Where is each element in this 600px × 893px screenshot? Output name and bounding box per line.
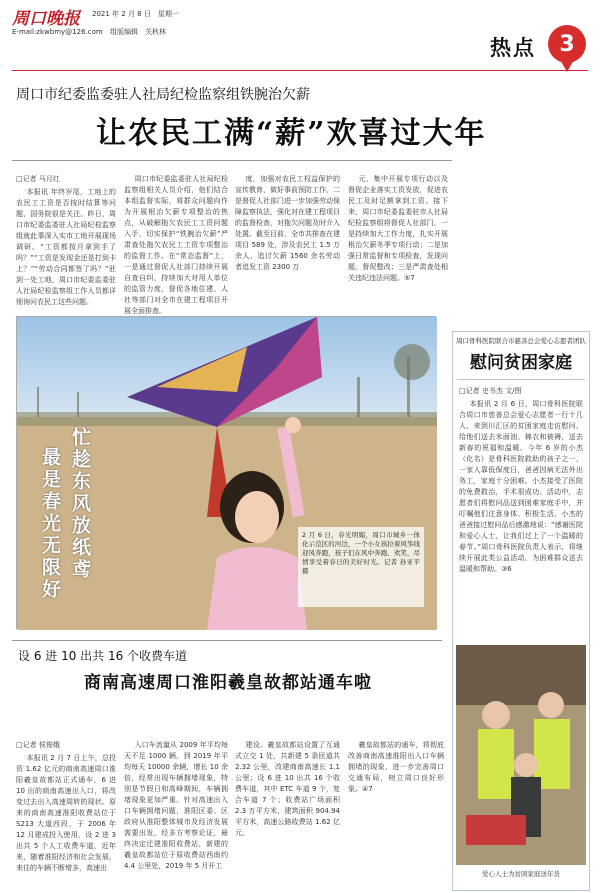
main-byline: □记者 马月红 (16, 175, 60, 183)
bottom-subheadline: 设 6 进 10 出共 16 个收费车道 (18, 649, 188, 663)
bottom-col1-text: 本报讯 2 月 7 日上午，总投资 1.62 亿元的商南高速周口淮阳羲皇故都站正式通车，6 进 10 出的商南高速出入口，将改变过去出入高速周转的现状。原来的商南高速淮阳收费站位于 S213 大道西段，于 2006 年 12 月建成投入使用，设 2 进 3 出共 5 个人工收费车道，近年来，随着淮阳经济和社会发展，来往的车辆不断增多，高速出 (16, 754, 116, 872)
sidebar-title: 慰问贫困家庭 (470, 353, 572, 373)
poem-line-left: 最是春光无限好 (39, 447, 61, 601)
sidebar-divider (457, 379, 585, 380)
main-headline: 让农民工满“薪”欢喜过大年 (96, 116, 487, 151)
page-number-badge: 3 (548, 25, 586, 63)
bottom-divider (12, 640, 442, 641)
sidebar-subtitle: 周口骨科医院联合市慈善总会爱心志愿者团队 (456, 337, 586, 345)
masthead-date: 2021 年 2 月 8 日 星期一 (92, 10, 179, 18)
sidebar-body (453, 386, 589, 636)
bottom-column-3 (235, 740, 340, 888)
main-col3-text: 度，加强对农民工权益保护的宣传教育，做好事前预防工作。二是督促人社部门进一步加强劳动保障监察执法，强化对在建工程项目的监督检查，对拖欠问题及时介入处置。截至目前，全市共排查在建项目 589 处，涉及农民工 1.5 万余人，追讨欠薪 1560 余名劳动者追发工资 2300 万 (235, 175, 340, 271)
bottom-headline: 商南高速周口淮阳羲皇故都站通车啦 (84, 673, 372, 693)
sidebar-byline: □记者 史书杰 文/图 (459, 387, 522, 395)
main-column-2 (124, 174, 228, 315)
headline-divider (12, 160, 452, 161)
main-column-3 (235, 174, 340, 309)
sidebar-photo-illustration (456, 645, 586, 865)
bottom-byline: □记者 侯俊娥 (16, 741, 60, 749)
bottom-column-1 (16, 740, 116, 888)
bottom-col3-text: 建设。羲皇故都站设置了互通式立交 1 处，共新建 5 条匝道共 2.32 公里，改建商南高速长 1.1 公里；设 6 进 10 出共 16 个收费车道，其中 ETC 车道 9 个，复合车道 7 个；收费站广场面积 2.3 万平方米，建筑面积 904.94 平方米，高速公路收费站 1.62 亿元。 (235, 741, 340, 837)
main-col2-text: 周口市纪委监委驻人社局纪检监察组相关人员介绍，他们结合本组监督实际，将群众问题向作为开展根治欠薪专项整治的焦点，从破解拖欠农民工工资问题入手，切实保护“铁腕治欠薪”严肃查处拖欠农民工工资专项整治的监督工作。在“常态监督”上，一是通过督促人社部门持续开展自查自纠，持续加大对用人单位的监管力度，督促各地住建、人社等部门对全市在建工程项目开展全面排查。 (124, 175, 228, 315)
bottom-col2-text: 入口车流量从 2009 年平均每天不足 1000 辆，到 2019 年平均每天 10000 余辆，增长 10 余倍，经常出现车辆拥堵现象，特别是节假日和高峰期间，车辆拥堵现象更加严重。针对高速出入口车辆拥堵问题，淮阳区委、区政府从淮阳整体城市及经济发展需要出发，经多方考察论证，最终决定迁建淮阳收费站，新建的羲皇故都站位于原收费站西南约 4.4 公里处，2019 年 5 月开工 (124, 741, 228, 870)
masthead-editor: 组版编辑 关秋林 (110, 28, 166, 36)
photo-caption: 2 月 6 日，春光明媚，周口市城乡一体化示范区的河边，一个小女孩拉着风筝线迎风奔跑，孩子们在风中奔跑、欢笑，尽情享受着春日的美好时光。记者 孙亚平 摄 (298, 527, 424, 607)
bottom-col4-text: 羲皇故都站的通车，将彻底改善商南高速淮阳出入口车辆拥堵的现象，进一步完善周口交通布局，树立周口良好形象。④7 (348, 741, 444, 793)
masthead-email: E-mail:zkwbmy@126.com (12, 28, 103, 36)
sidebar-photo (456, 645, 586, 865)
bottom-column-4 (348, 740, 444, 888)
sidebar-photo-caption: 爱心人士为贫困家庭送年货 (482, 870, 560, 878)
main-column-4 (348, 174, 448, 309)
bottom-column-2 (124, 740, 228, 888)
masthead-logo: 周口晚报 (12, 9, 80, 29)
main-col1-text: 本报讯 年终岁尾，工地上的农民工工资是否按时结算等问题，国务院很是关注。昨日，周口市纪委监委驻人社局纪检监察组就此事深入实市工地开展现场调研。“工资都按月拿到手了吗？”“工资是发现金还是打到卡上？”“劳动合同都签了吗？”驻到一处工地，周口市纪委监委驻人社局纪检监察组工作人员都详细询问农民工这些问题。 (16, 188, 116, 306)
main-column-1 (16, 174, 116, 309)
poem-line-right: 忙趁东风放纸鸢 (69, 427, 91, 581)
sidebar-text: 本报讯 2 月 6 日，周口骨科医院联合周口市慈善总会爱心志愿者一行十几人，来到川汇区的贫困家庭走访慰问，给他们送去米面油、棉衣和被褥，送去新春的祝福和温暖。今年 6 岁的小杰（化名）是骨科医院救助的孩子之一，一家人靠低保度日，爸爸因病无法外出务工，家庭十分困难。小杰接受了医院的免费救治，手术很成功。活动中，志愿者们将慰问品送到困难家庭手中，并叮嘱他们注意身体、积极生活。小杰的爸爸接过慰问品后感激地说：“感谢医院和爱心人士，让我们过上了一个温暖的春节。”周口骨科医院负责人表示，将继续开展此类公益活动，为困难群众送去温暖和帮助。③6 (459, 400, 583, 573)
masthead-divider (12, 70, 588, 71)
main-subheadline: 周口市纪委监委驻人社局纪检监察组铁腕治欠薪 (16, 87, 310, 103)
section-title: 热点 (490, 35, 536, 60)
main-col4-text: 元，集中开展专项行动以及督促企业落实工资发放，促进农民工及时足额拿到工资。接下来，周口市纪委监委驻市人社局纪检监察组将督促人社部门，一是持续加大工作力度，扎实开展根治欠薪冬季专项行动；二是加强日常监督和专项检查，发现问题，督促整改；三是严肃查处相关违纪违法问题。⑤7 (348, 175, 448, 282)
